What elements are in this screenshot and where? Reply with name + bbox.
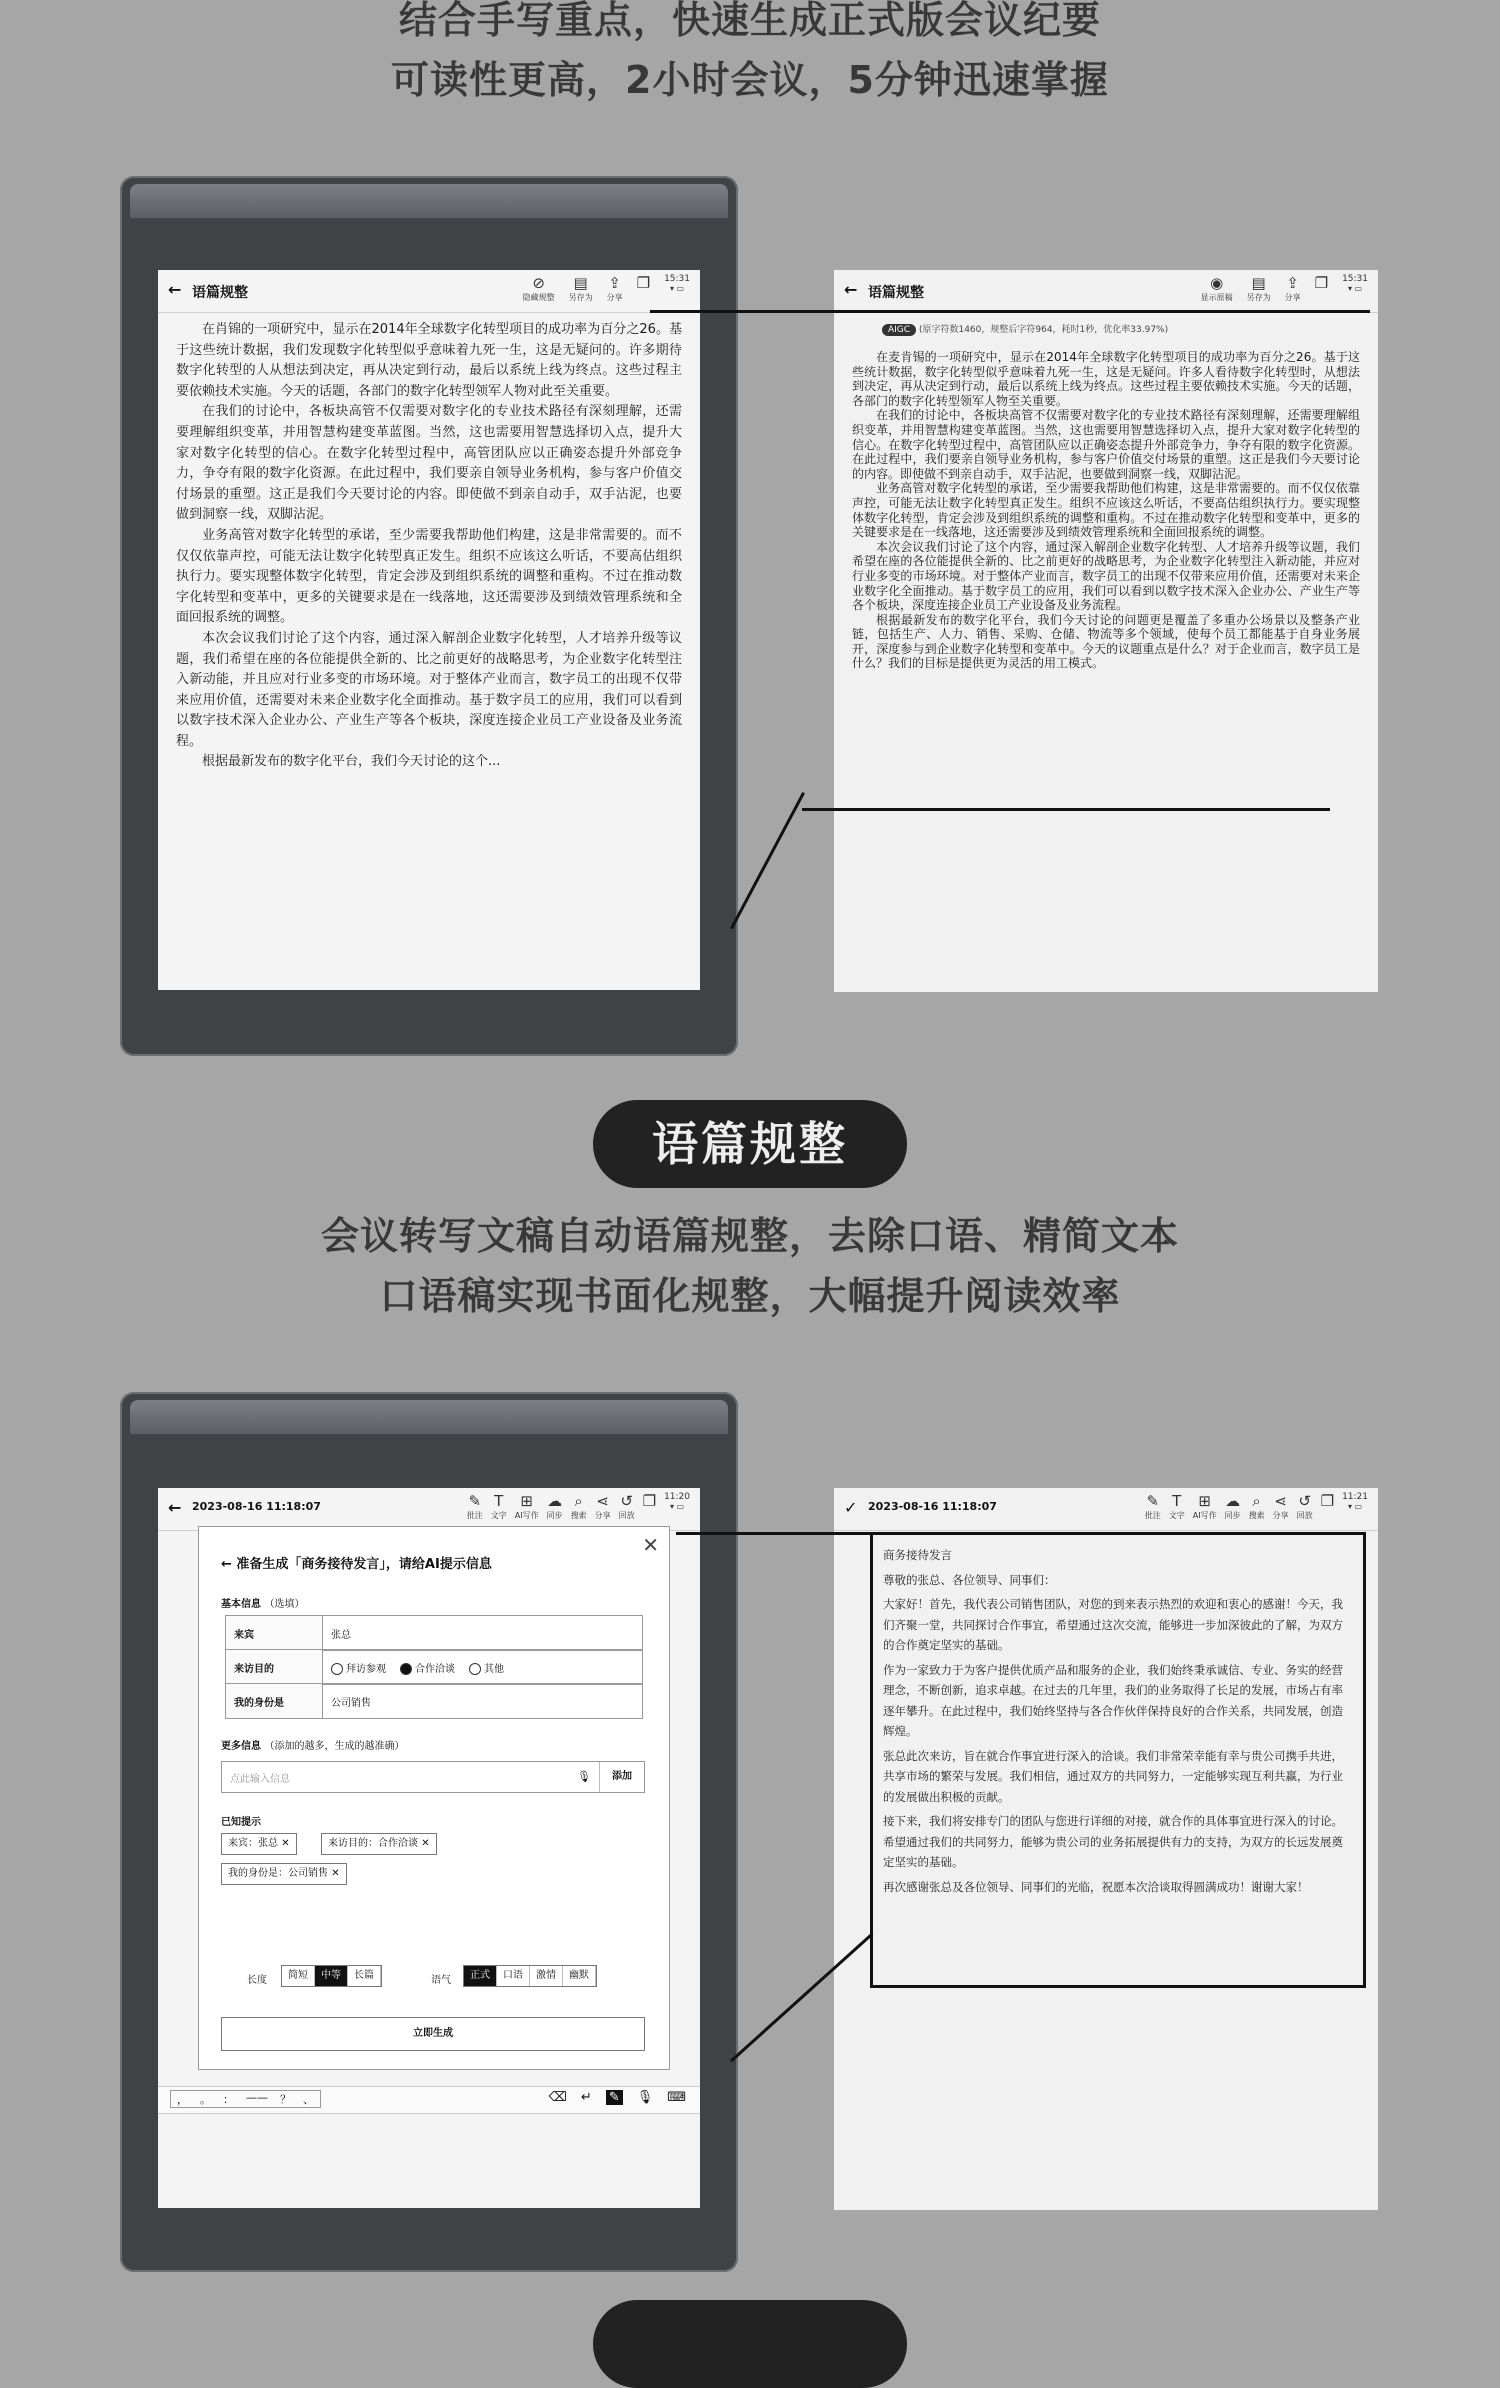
guest-row[interactable] [225,1615,643,1651]
replay-icon: ↺ [620,1492,633,1510]
transcript-para-5: 根据最新发布的数字化平台，我们今天讨论的这个... [202,754,501,770]
connector-line-bottom [802,808,1330,811]
purpose-radio-other[interactable]: 其他 [469,1660,504,1675]
close-icon[interactable]: ✕ [421,1838,430,1849]
length-medium[interactable]: 中等 [315,1966,348,1986]
save-icon: ▤ [573,274,588,292]
save-as-tool[interactable]: ▤ 另存为 [568,274,593,302]
search-tool[interactable]: ⌕ 搜索 [1248,1492,1265,1520]
connector-line-diagonal [730,792,805,929]
ai-icon: ⊞ [520,1492,533,1510]
cloud-icon: ☁ [1225,1492,1241,1510]
paper-title: 语篇规整 [868,285,924,301]
eye-icon: ◉ [1210,274,1224,292]
annotate-tool[interactable]: ✎ 批注 [1144,1492,1161,1520]
search-icon: ⌕ [1252,1492,1261,1510]
close-icon[interactable]: ✕ [642,1533,659,1557]
hint-chip-guest[interactable]: 来宾：张总 ✕ [221,1833,297,1855]
tone-humor[interactable]: 幽默 [563,1966,596,1986]
purpose-row [225,1649,643,1685]
hide-format-tool[interactable]: ⊘ 隐藏规整 [522,274,555,302]
length-selector [281,1965,382,1987]
share-tool[interactable]: ⋖ 分享 [1272,1492,1289,1520]
pen-icon: ✎ [468,1492,482,1510]
text-icon: T [1172,1492,1182,1510]
toolbar [523,274,690,303]
screen-status-bar [158,270,700,313]
window-icon: ❐ [1314,274,1329,292]
aigc-badge: AIGC [882,324,916,336]
ai-write-tool[interactable]: ⊞ AI写作 [514,1492,539,1520]
punctuation-keys [170,2090,321,2108]
tablet-device-2 [120,1392,738,2272]
search-icon: ⌕ [574,1492,583,1510]
subtitle-line-2: 口语稿实现书面化规整，大幅提升阅读效率 [379,1274,1121,1318]
purpose-options [323,1650,512,1684]
replay-icon: ↺ [1298,1492,1311,1510]
subtitle-line-1: 会议转写文稿自动语篇规整，去除口语、精简文本 [320,1214,1179,1258]
speech-title: 商务接待发言 [883,1548,952,1562]
screen-title: 语篇规整 [192,285,248,301]
window-tool[interactable] [637,274,650,303]
add-button[interactable]: 添加 [612,1771,632,1782]
search-tool[interactable]: ⌕ 搜索 [570,1492,587,1520]
share-icon: ⋖ [1274,1492,1287,1510]
info-input[interactable]: 点此输入信息 [230,1774,290,1785]
speech-para-3: 张总此次来访，旨在就合作事宜进行深入的洽谈。我们非常荣幸能有幸与贵公司携手共进，共享市场的繁荣与发展。我们相信，通过双方的共同努力，一定能够实现互利共赢，为行业的发展做出积极的贡献。 [883,1748,1343,1804]
key-period[interactable]: 。 [200,2093,211,2106]
window-tool[interactable] [1315,274,1328,303]
identity-value[interactable]: 公司销售 [331,1697,371,1709]
paper-toolbar [1145,1492,1368,1521]
transcript-para-2: 在我们的讨论中，各板块高管不仅需要对数字化的专业技术路径有深刻理解，还需要理解组织变革，并用智慧构建变革蓝图。当然，这也需要用智慧选择切入点，提升大家对数字化转型的信心。在数字化转型过程中，高管团队应以正确姿态提升外部竞争力，争夺有限的数字化资源。在此过程中，我们要亲自领导业务机构，参与客户价值交付场景的重塑。这正是我们今天要讨论的内容。即使做不到亲自动手，双手沾泥，也要做到洞察一线，双脚沾泥。 [176,404,682,523]
share-icon: ⇪ [608,274,621,292]
headline-line-2: 可读性更高，2小时会议，5分钟迅速掌握 [391,58,1109,102]
ai-prompt-modal [198,1526,670,2070]
paper-toolbar [1201,274,1368,303]
basic-info-label: 基本信息 （选填） [221,1599,305,1610]
modal-heading: ← 准备生成「商务接待发言」，请给AI提示信息 [221,1557,492,1572]
back-arrow-icon[interactable]: ← [168,280,182,299]
purpose-radio-cooperation[interactable]: 合作洽谈 [400,1660,455,1675]
keyboard-tools [549,2090,686,2105]
paper-status-bar [834,1488,1378,1531]
close-icon[interactable]: ✕ [281,1838,290,1849]
share-tool[interactable]: ⋖ 分享 [594,1492,611,1520]
window-icon: ❐ [642,1492,657,1510]
ai-icon: ⊞ [1198,1492,1211,1510]
generate-button[interactable]: 立即生成 [221,2017,645,2051]
screen-title: 2023-08-16 11:18:07 [192,1500,321,1513]
clock-status: 11:20 ▾ ▭ [664,1492,690,1511]
text-tool[interactable]: T 文字 [490,1492,507,1520]
enter-icon[interactable]: ↵ [580,2090,592,2105]
key-question[interactable]: ？ [280,2093,291,2106]
generated-speech [870,1532,1366,1988]
ai-write-tool[interactable]: ⊞ AI写作 [1192,1492,1217,1520]
key-pause[interactable]: 、 [303,2093,314,2106]
clock-status: 11:21 ▾ ▭ [1342,1492,1368,1511]
formatted-para-5: 根据最新发布的数字化平台，我们今天讨论的问题更是覆盖了多重办公场景以及整条产业链，包括生产、人力、销售、采购、仓储、物流等多个领域，使每个员工都能基于自身业务展开，深度参与到企业数字化转型和变革中。今天的议题重点是什么？对于企业而言，数字员工是什么？我们的目标是提供更为灵活的用工模式。 [852,612,1360,671]
sync-tool[interactable]: ☁ 同步 [1224,1492,1241,1520]
purpose-key: 来访目的 [226,1650,323,1684]
feature-pill: 语篇规整 [593,1100,907,1188]
tablet-screen-1 [158,270,700,990]
formatted-text [852,350,1360,671]
tablet-screen-2 [158,1488,700,2208]
key-colon[interactable]: ： [223,2093,234,2106]
paper-preview-2 [834,1488,1378,2210]
tablet-top-bezel [130,1400,728,1434]
pen-icon: ✎ [1146,1492,1160,1510]
paper-status-bar [834,270,1378,313]
clock-status: 15:31 ▾ ▭ [1342,274,1368,293]
speech-greeting: 尊敬的张总、各位领导、同事们： [883,1572,1056,1587]
window-icon: ❐ [1320,1492,1335,1510]
connector-line-top-2 [676,1532,872,1535]
window-tool[interactable] [643,1492,656,1521]
hint-chip-identity[interactable]: 我的身份是：公司销售 ✕ [221,1863,347,1885]
microphone-icon[interactable]: 🎙 [636,2090,654,2105]
hint-chip-purpose[interactable]: 来访目的：合作洽谈 ✕ [321,1833,437,1855]
sync-tool[interactable]: ☁ 同步 [546,1492,563,1520]
connector-line-top [650,310,1370,313]
mic-icon[interactable]: 🎙 [569,1762,600,1792]
more-info-label: 更多信息 （添加的越多，生成的越准确） [221,1741,405,1752]
transcript-para-1: 在肖锦的一项研究中，显示在2014年全球数字化转型项目的成功率为百分之26。基于这些统计数据，我们发现数字化转型似乎意味着九死一生，这是无疑问的。许多期待数字化转型的人从想法到决定，再从决定到行动，最后以系统上线为终点。这些过程主要依赖技术实施。今天的话题，各部门的数字化转型领军人物对此至关重要。 [176,322,682,399]
formatted-para-2: 在我们的讨论中，各板块高管不仅需要对数字化的专业技术路径有深刻理解，还需要理解组织变革，并用智慧构建变革蓝图。当然，这也需要用智慧选择切入点，提升大家对数字化转型的信心。在数字化转型过程中，高管团队应以正确姿态提升外部竞争力，争夺有限的数字化资源。在此过程中，我们要亲自领导业务机构，参与客户价值交付场景的重塑。这正是我们今天要讨论的内容。即使做不到亲自动手，双手沾泥，也要做到洞察一线，双脚沾泥。 [852,408,1360,481]
guest-value[interactable]: 张总 [331,1629,351,1641]
key-dash[interactable]: —— [246,2091,268,2104]
close-icon[interactable]: ✕ [331,1868,340,1879]
tone-formal[interactable]: 正式 [464,1966,497,1986]
tone-selector [463,1965,597,1987]
known-hints-label: 已知提示 [221,1817,261,1828]
share-icon: ⋖ [596,1492,609,1510]
tone-spoken[interactable]: 口语 [497,1966,530,1986]
speech-para-1: 大家好！首先，我代表公司销售团队，对您的到来表示热烈的欢迎和衷心的感谢！今天，我们齐聚一堂，共同探讨合作事宜，希望通过这次交流，能够进一步加深彼此的了解，为双方的合作奠定坚实的基础。 [883,1597,1343,1652]
clock-status: 15:31 ▾ ▭ [664,274,690,293]
length-long[interactable]: 长篇 [348,1966,381,1986]
text-tool[interactable]: T 文字 [1168,1492,1185,1520]
paper-title: 2023-08-16 11:18:07 [868,1500,997,1513]
backspace-icon[interactable]: ⌫ [548,2090,567,2105]
share-tool[interactable]: ⇪ 分享 [1284,274,1301,302]
handwriting-icon[interactable]: ✎ [606,2090,623,2105]
formatted-para-3: 业务高管对数字化转型的承诺，至少需要我帮助他们构建，这是非常需要的。而不仅仅依靠声控，可能无法让数字化转型真正发生。组织不应该这么听话，不要高估组织执行力。要实现整体数字化转型，肯定会涉及到组织系统的调整和重构。不过在推动数字化转型和变革中，更多的关键要求是在一线落地，这还需要涉及到绩效管理系统和全面回报系统的调整。 [852,481,1360,540]
transcript-para-4: 本次会议我们讨论了这个内容，通过深入解剖企业数字化转型，人才培养升级等议题，我们希望在座的各位能提供全新的、比之前更好的战略思考，为企业数字化转型注入新动能，并且应对行业多变的市场环境。对于整体产业而言，数字员工的出现不仅带来应用价值，还需要对未来企业数字化全面推动。基于数字员工的应用，我们可以看到以数字技术深入企业办公、产业生产等各个板块，深度连接企业员工产业设备及业务流程。 [176,630,682,749]
text-icon: T [494,1492,504,1510]
show-original-tool[interactable]: ◉ 显示原稿 [1200,274,1233,302]
key-comma[interactable]: ， [177,2093,188,2106]
info-input-group [221,1761,645,1793]
tablet-device-1 [120,176,738,1056]
identity-row[interactable] [225,1683,643,1719]
back-arrow-icon[interactable]: ← [844,280,858,299]
share-icon: ⇪ [1286,274,1299,292]
identity-key: 我的身份是 [226,1684,323,1718]
stats-line [882,322,1168,335]
speech-para-2: 作为一家致力于为客户提供优质产品和服务的企业，我们始终秉承诚信、专业、务实的经营理念，不断创新，追求卓越。在过去的几年里，我们的业务取得了长足的发展，市场占有率逐年攀升。在此过程中，我们始终坚持与各合作伙伴保持良好的合作关系，共同发展，创造辉煌。 [883,1662,1343,1738]
purpose-radio-visit[interactable]: 拜访参观 [331,1660,386,1675]
save-as-tool[interactable]: ▤ 另存为 [1246,274,1271,302]
window-icon: ❐ [636,274,651,292]
transcript-para-3: 业务高管对数字化转型的承诺，至少需要我帮助他们构建，这是非常需要的。而不仅仅依靠声控，可能无法让数字化转型真正发生。组织不应该这么听话，不要高估组织执行力。要实现整体数字化转型，肯定会涉及到组织系统的调整和重构。不过在推动数字化转型和变革中，更多的关键要求是在一线落地，这还需要涉及到绩效管理系统和全面回报系统的调整。 [176,527,682,626]
tablet-top-bezel [130,184,728,218]
speech-para-4: 接下来，我们将安排专门的团队与您进行详细的对接，就合作的具体事宜进行深入的讨论。希望通过我们的共同努力，能够为贵公司的业务拓展提供有力的支持，为双方的长远发展奠定坚实的基础。 [883,1814,1343,1869]
keyboard-bar [158,2086,700,2114]
eye-off-icon: ⊘ [532,274,545,292]
screen-status-bar [158,1488,700,1531]
speech-para-5: 再次感谢张总及各位领导、同事们的光临，祝愿本次洽谈取得圆满成功！谢谢大家！ [883,1879,1309,1894]
annotate-tool[interactable]: ✎ 批注 [466,1492,483,1520]
formatted-para-1: 在麦肯锡的一项研究中，显示在2014年全球数字化转型项目的成功率为百分之26。基于这些统计数据，数字化转型似乎意味着九死一生，这是无疑问。许多人看待数字化转型时，从想法到决定，再从决定到行动，最后以系统上线为终点。这些过程主要依赖技术实施。今天的话题，各部门的数字化转型领军人物至关重要。 [852,350,1360,408]
transcript-text [176,320,682,773]
formatted-para-4: 本次会议我们讨论了这个内容，通过深入解剖企业数字化转型、人才培养升级等议题，我们希望在座的各位能提供全新的、比之前更好的战略思考，为企业数字化转型注入新动能，并应对行业多变的市场环境。对于整体产业而言，数字员工的出现不仅带来应用价值，还需要对未来企业数字化全面推动。基于数字员工的应用，我们可以看到以数字技术深入企业办公、产业生产等各个板块，深度连接企业员工产业设备及业务流程。 [852,539,1360,613]
save-icon: ▤ [1251,274,1266,292]
paper-preview-1 [834,270,1378,992]
length-label: 长度 [247,1975,267,1986]
cloud-icon: ☁ [547,1492,563,1510]
window-tool[interactable] [1321,1492,1334,1521]
replay-tool[interactable]: ↺ 回放 [618,1492,635,1520]
toolbar [467,1492,690,1521]
next-feature-pill [593,2300,907,2388]
tone-passion[interactable]: 激情 [530,1966,563,1986]
headline-line-1: 结合手写重点，快速生成正式版会议纪要 [398,0,1101,42]
check-icon[interactable]: ✓ [844,1498,858,1517]
tone-label: 语气 [431,1975,451,1986]
replay-tool[interactable]: ↺ 回放 [1296,1492,1313,1520]
share-tool[interactable]: ⇪ 分享 [606,274,623,302]
guest-key: 来宾 [226,1616,323,1650]
length-short[interactable]: 简短 [282,1966,315,1986]
stats-text: (原字符数1460，规整后字符964，耗时1秒，优化率33.97%) [918,325,1169,335]
back-arrow-icon[interactable]: ← [168,1498,182,1517]
keyboard-icon[interactable]: ⌨ [667,2090,686,2105]
